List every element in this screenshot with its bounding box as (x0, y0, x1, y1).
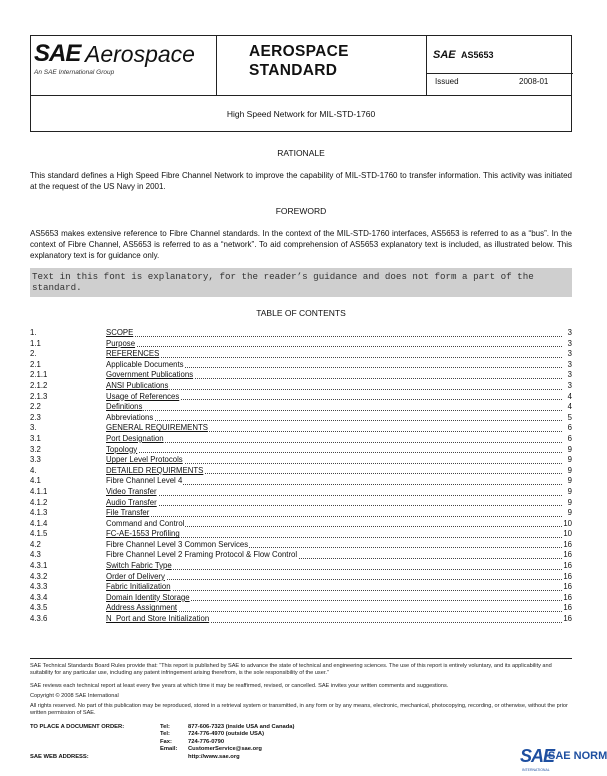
toc-entry-page: 6 (567, 423, 572, 433)
toc-entry-page: 10 (563, 518, 572, 528)
toc-entry-number: 4.3.6 (30, 614, 48, 624)
standard-type (216, 36, 426, 96)
document-title-box (30, 96, 572, 132)
toc-entry[interactable] (30, 381, 572, 392)
fax-value: 724-776-0790 (188, 738, 225, 745)
issued-label: Issued (435, 77, 459, 86)
order-label: TO PLACE A DOCUMENT ORDER: (30, 724, 125, 730)
toc-entry-page: 4 (567, 391, 572, 401)
watermark-sub: INTERNATIONAL (522, 768, 550, 772)
toc-entry-page: 16 (563, 571, 572, 581)
toc-entry-number: 4.3.2 (30, 571, 48, 581)
toc-entry-number: 4.1.4 (30, 518, 48, 528)
toc-entry-title: Switch Fabric Type (106, 561, 172, 571)
toc-entry-page: 5 (567, 412, 572, 422)
sae-aerospace-logo (31, 36, 216, 96)
document-header (30, 35, 572, 96)
toc-entry-page: 9 (567, 465, 572, 475)
copyright: Copyright © 2008 SAE International (30, 693, 119, 699)
toc-entry-number: 4.1.3 (30, 508, 48, 518)
toc-entry-title: Address Assignment (106, 603, 178, 613)
logo-brand: SAE (34, 40, 81, 67)
toc-entry-page: 3 (567, 338, 572, 348)
email-link[interactable]: CustomerService@sae.org (188, 746, 262, 753)
toc-entry-title: ANSI Publications (106, 380, 169, 390)
toc-entry-title: Fibre Channel Level 4 (106, 476, 183, 486)
toc-entry-title: Port Designation (106, 433, 164, 443)
toc-entry[interactable] (30, 370, 572, 381)
toc-entry[interactable] (30, 508, 572, 519)
toc-entry-title: Video Transfer (106, 486, 157, 496)
toc-entry-number: 2.2 (30, 402, 41, 412)
toc-entry-number: 3.3 (30, 455, 41, 465)
toc-entry-number: 2.1.1 (30, 370, 48, 380)
toc-entry[interactable] (30, 593, 572, 604)
toc-entry[interactable] (30, 498, 572, 509)
toc-entry[interactable] (30, 561, 572, 572)
toc-entry[interactable] (30, 582, 572, 593)
email-label: Email: (160, 746, 178, 753)
toc-entry-page: 9 (567, 497, 572, 507)
toc-entry-title: Applicable Documents (106, 359, 184, 369)
toc-entry-title: Upper Level Protocols (106, 455, 183, 465)
document-title: High Speed Network for MIL-STD-1760 (226, 109, 376, 119)
toc-entry-page: 16 (563, 582, 572, 592)
toc-entry[interactable] (30, 445, 572, 456)
explanatory-text-sample: Text in this font is explanatory, for the reader’s guidance and does not form a part of the standard. (30, 268, 572, 297)
toc-entry-page: 16 (563, 561, 572, 571)
rationale-text: This standard defines a High Speed Fibre Channel Network to improve the capability of MIL-STD-1760 to transfer information. This activity was initiated at the request of the US Navy in 2001. (30, 171, 572, 191)
toc-entry-number: 4.1.5 (30, 529, 48, 539)
fax-label: Fax: (160, 738, 172, 745)
toc-entry-number: 2.1.2 (30, 380, 48, 390)
toc-entry-page: 3 (567, 380, 572, 390)
toc-entry-page: 16 (563, 539, 572, 549)
toc-entry-page: 16 (563, 550, 572, 560)
issued-date: 2008-01 (519, 77, 549, 86)
toc-entry-number: 3. (30, 423, 37, 433)
tel-label: Tel: (160, 724, 170, 730)
toc-entry-number: 2. (30, 349, 37, 359)
toc-entry-title: Order of Delivery (106, 571, 165, 581)
document-id-box (426, 36, 573, 96)
toc-entry-page: 9 (567, 486, 572, 496)
toc-entry-title: File Transfer (106, 508, 150, 518)
toc-entry[interactable] (30, 466, 572, 477)
toc-entry[interactable] (30, 392, 572, 403)
web-link[interactable]: http://www.sae.org (188, 753, 240, 760)
toc-entry-number: 4.1 (30, 476, 41, 486)
toc-entry-number: 4.1.1 (30, 486, 48, 496)
toc-entry[interactable] (30, 434, 572, 445)
toc-entry-page: 16 (563, 592, 572, 602)
toc-entry-page: 3 (567, 359, 572, 369)
tel2-label: Tel: (160, 731, 170, 738)
toc-entry[interactable] (30, 455, 572, 466)
toc-entry-page: 4 (567, 402, 572, 412)
toc-entry-title: Topology (106, 444, 138, 454)
toc-entry[interactable] (30, 339, 572, 350)
toc-entry-page: 16 (563, 603, 572, 613)
toc-entry-number: 4.3.4 (30, 592, 48, 602)
toc-entry[interactable] (30, 614, 572, 625)
toc-entry[interactable] (30, 519, 572, 530)
toc-entry-page: 3 (567, 349, 572, 359)
toc-heading: TABLE OF CONTENTS (256, 308, 346, 318)
toc-entry-number: 1. (30, 328, 37, 337)
toc-entry[interactable] (30, 413, 572, 424)
watermark-text: SAE NORM (548, 750, 607, 762)
toc-entry[interactable] (30, 603, 572, 614)
rationale-heading: RATIONALE (277, 148, 325, 158)
standard-line1: AEROSPACE (249, 43, 349, 60)
doc-brand: SAE (433, 49, 456, 61)
toc-entry-number: 2.1 (30, 359, 41, 369)
web-label: SAE WEB ADDRESS: (30, 753, 89, 760)
toc-entry-title: DETAILED REQUIRMENTS (106, 465, 204, 475)
toc-entry-number: 4. (30, 465, 37, 475)
toc-entry-title: SCOPE (106, 328, 134, 337)
toc-entry-page: 3 (567, 370, 572, 380)
toc-entry-title: Command and Control (106, 518, 185, 528)
watermark-brand: SAE (520, 746, 555, 766)
toc-entry-number: 2.1.3 (30, 391, 48, 401)
toc-entry-number: 2.3 (30, 412, 41, 422)
toc-entry-title: Definitions (106, 402, 143, 412)
toc-entry[interactable] (30, 402, 572, 413)
toc-entry-title: Fabric Initialization (106, 582, 171, 592)
sae-norm-watermark (520, 746, 607, 776)
toc-entry-title: FC-AE-1553 Profiling (106, 529, 180, 539)
toc-entry-number: 3.2 (30, 444, 41, 454)
table-of-contents (30, 328, 572, 625)
toc-entry-title: N_Port and Store Initialization (106, 614, 210, 624)
toc-entry-title: Government Publications (106, 370, 194, 380)
toc-entry[interactable] (30, 328, 572, 339)
toc-entry[interactable] (30, 349, 572, 360)
toc-entry-number: 4.2 (30, 539, 41, 549)
toc-entry-title: Fibre Channel Level 3 Common Services (106, 539, 249, 549)
toc-entry-title: Fibre Channel Level 2 Framing Protocol & Flow Control (106, 550, 298, 560)
toc-entry[interactable] (30, 550, 572, 561)
toc-entry-number: 4.3.5 (30, 603, 48, 613)
toc-entry-page: 9 (567, 476, 572, 486)
logo-tagline: An SAE International Group (34, 69, 115, 76)
toc-entry-page: 9 (567, 508, 572, 518)
toc-entry[interactable] (30, 529, 572, 540)
foreword-text: AS5653 makes extensive reference to Fibre Channel standards. In the context of the MIL-STD-1760 interfaces, AS5653 is referred to as a “bus”. In the context of Fibre Channel, AS5653 is referred to as a “network”. To aid comprehension of AS5653 explanatory text is included, as illustrated below. This explanatory text is for guidance only. (30, 229, 572, 260)
toc-entry-number: 1.1 (30, 338, 41, 348)
toc-entry-page: 9 (567, 444, 572, 454)
toc-entry[interactable] (30, 540, 572, 551)
toc-entry-title: Purpose (106, 338, 136, 348)
toc-entry-title: Usage of References (106, 391, 180, 401)
toc-entry-title: GENERAL REQUIREMENTS (106, 423, 208, 433)
toc-entry[interactable] (30, 360, 572, 371)
toc-entry-number: 4.3.3 (30, 582, 48, 592)
toc-entry-title: Audio Transfer (106, 497, 157, 507)
toc-entry-page: 3 (567, 328, 572, 337)
toc-entry-page: 6 (567, 433, 572, 443)
toc-entry-number: 3.1 (30, 433, 41, 443)
toc-entry[interactable] (30, 476, 572, 487)
toc-entry-number: 4.1.2 (30, 497, 48, 507)
review-note: SAE reviews each technical report at least every five years at which time it may be reaffirmed, revised, or cancelled. SAE invites your written comments and suggestions. (30, 683, 449, 689)
tel-value: 877-606-7323 (inside USA and Canada) (188, 724, 295, 730)
toc-entry-page: 9 (567, 455, 572, 465)
toc-entry-title: REFERENCES (106, 349, 160, 359)
toc-entry[interactable] (30, 487, 572, 498)
footer-divider (30, 658, 572, 659)
doc-number: AS5653 (461, 50, 494, 60)
toc-entry[interactable] (30, 572, 572, 583)
toc-entry-number: 4.3.1 (30, 561, 48, 571)
tel2-value: 724-776-4970 (outside USA) (188, 731, 265, 738)
toc-entry-title: Domain Identity Storage (106, 592, 190, 602)
rules-note: SAE Technical Standards Board Rules provide that: “This report is published by SAE to advance the state of technical and engineering sciences. The use of this report is entirely voluntary, and its applicability and suitability for any particular use, including any patent infringement arising therefrom, is the sole responsibility of the user.” (30, 663, 552, 676)
rights-note: All rights reserved. No part of this publication may be reproduced, stored in a retrieval system or transmitted, in any form or by any means, electronic, mechanical, photocopying, recording, or otherwise, without the prior written permission of SAE. (30, 703, 568, 716)
logo-word: Aerospace (85, 41, 195, 67)
toc-entry-page: 16 (563, 614, 572, 624)
standard-line2: STANDARD (249, 62, 338, 79)
foreword-heading: FOREWORD (275, 206, 327, 216)
toc-entry[interactable] (30, 423, 572, 434)
toc-entry-title: Abbreviations (106, 412, 154, 422)
toc-entry-page: 10 (563, 529, 572, 539)
toc-entry-number: 4.3 (30, 550, 41, 560)
